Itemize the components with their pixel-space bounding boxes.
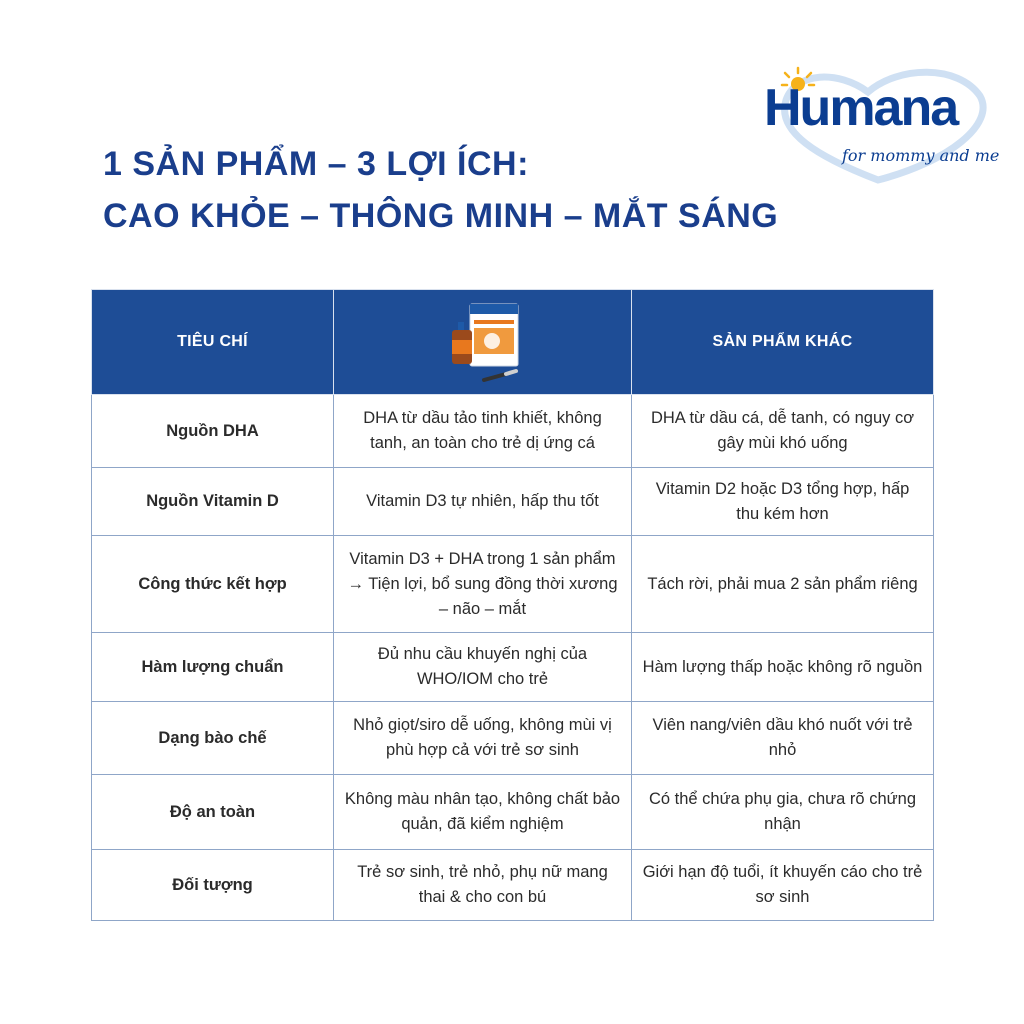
other-cell: Có thể chứa phụ gia, chưa rõ chứng nhận bbox=[632, 775, 934, 850]
title-line-2: CAO KHỎE – THÔNG MINH – MẮT SÁNG bbox=[103, 197, 779, 235]
other-cell: Giới hạn độ tuổi, ít khuyến cáo cho trẻ sơ sinh bbox=[632, 850, 934, 921]
other-cell: Hàm lượng thấp hoặc không rõ nguồn bbox=[632, 633, 934, 702]
table-row bbox=[92, 702, 934, 775]
table-row bbox=[92, 395, 934, 468]
table-row bbox=[92, 536, 934, 633]
criteria-cell: Nguồn Vitamin D bbox=[92, 468, 334, 536]
logo-wordmark: Humana bbox=[764, 79, 958, 137]
humana-logo bbox=[758, 62, 998, 192]
logo-tagline: for mommy and me bbox=[842, 146, 1000, 165]
product-cell: Vitamin D3 tự nhiên, hấp thu tốt bbox=[334, 468, 632, 536]
criteria-cell: Nguồn DHA bbox=[92, 395, 334, 468]
product-cell: Vitamin D3 + DHA trong 1 sản phẩm → Tiện lợi, bổ sung đồng thời xương – não – mắt bbox=[334, 536, 632, 633]
other-cell: Tách rời, phải mua 2 sản phẩm riêng bbox=[632, 536, 934, 633]
product-cell: Đủ nhu cầu khuyến nghị của WHO/IOM cho trẻ bbox=[334, 633, 632, 702]
product-cell: DHA từ dầu tảo tinh khiết, không tanh, an toàn cho trẻ dị ứng cá bbox=[334, 395, 632, 468]
criteria-cell: Hàm lượng chuẩn bbox=[92, 633, 334, 702]
product-cell: Trẻ sơ sinh, trẻ nhỏ, phụ nữ mang thai & cho con bú bbox=[334, 850, 632, 921]
table-header-row bbox=[92, 290, 934, 395]
humana-benelife-product-icon bbox=[444, 300, 522, 384]
other-cell: Vitamin D2 hoặc D3 tổng hợp, hấp thu kém hơn bbox=[632, 468, 934, 536]
table-row bbox=[92, 468, 934, 536]
product-cell: Nhỏ giọt/siro dễ uống, không mùi vị phù hợp cả với trẻ sơ sinh bbox=[334, 702, 632, 775]
product-cell: Không màu nhân tạo, không chất bảo quản, đã kiểm nghiệm bbox=[334, 775, 632, 850]
header-criteria: TIÊU CHÍ bbox=[92, 290, 334, 395]
criteria-cell: Độ an toàn bbox=[92, 775, 334, 850]
header-other-products: SẢN PHẨM KHÁC bbox=[632, 290, 934, 395]
table-row bbox=[92, 633, 934, 702]
other-cell: Viên nang/viên dầu khó nuốt với trẻ nhỏ bbox=[632, 702, 934, 775]
other-cell: DHA từ dầu cá, dễ tanh, có nguy cơ gây mùi khó uống bbox=[632, 395, 934, 468]
title-line-1: 1 SẢN PHẨM – 3 LỢI ÍCH: bbox=[103, 145, 529, 183]
comparison-table bbox=[91, 289, 934, 921]
header-product bbox=[334, 290, 632, 395]
table-row bbox=[92, 775, 934, 850]
table-row bbox=[92, 850, 934, 921]
criteria-cell: Công thức kết hợp bbox=[92, 536, 334, 633]
page-title bbox=[103, 138, 778, 242]
criteria-cell: Dạng bào chế bbox=[92, 702, 334, 775]
criteria-cell: Đối tượng bbox=[92, 850, 334, 921]
